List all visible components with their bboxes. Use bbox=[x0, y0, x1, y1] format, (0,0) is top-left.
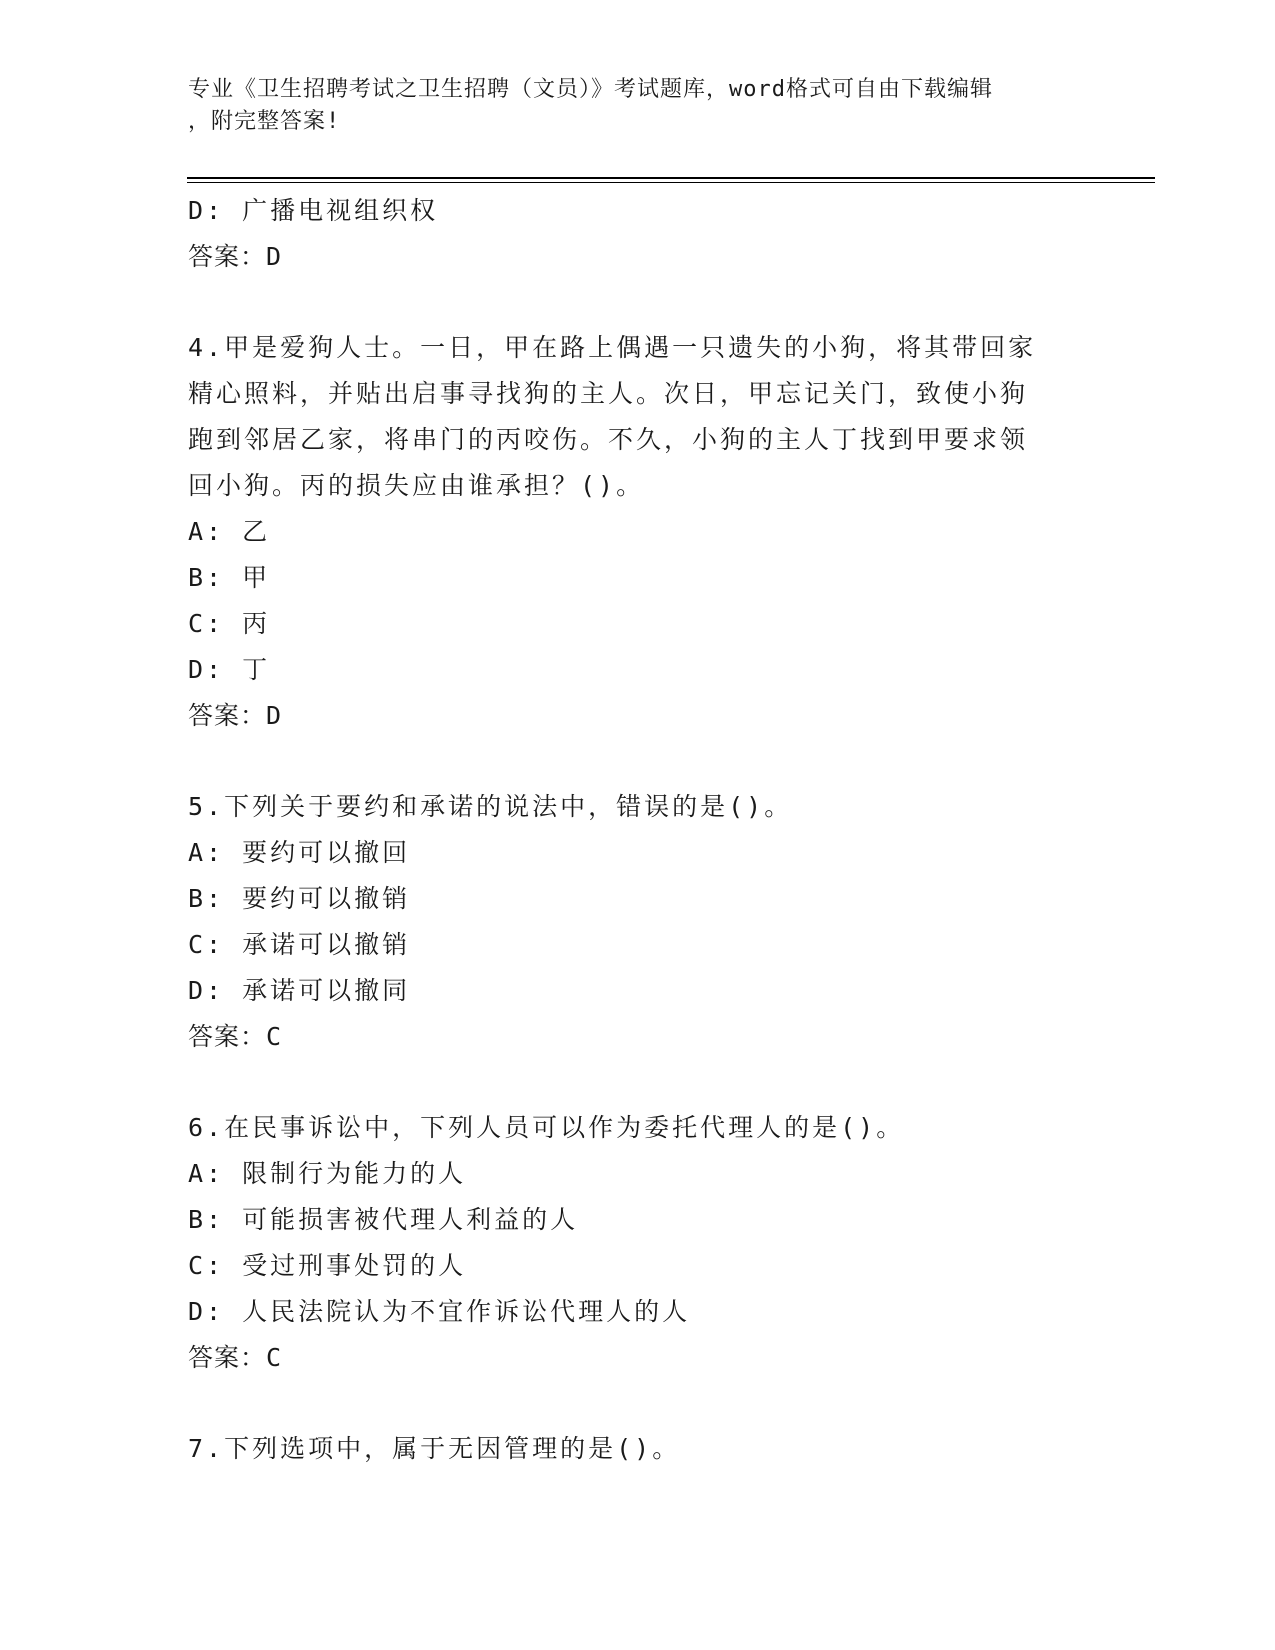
header-divider-thick bbox=[187, 177, 1155, 179]
question-5-stem: 5.下列关于要约和承诺的说法中，错误的是()。 bbox=[188, 792, 793, 821]
question-content bbox=[188, 188, 1068, 1472]
header-divider-thin bbox=[187, 182, 1155, 183]
question-4-stem-line: 精心照料，并贴出启事寻找狗的主人。次日，甲忘记关门，致使小狗 bbox=[188, 379, 1029, 408]
question-5-option-b: B: 要约可以撤销 bbox=[188, 884, 411, 913]
document-header bbox=[188, 74, 1068, 138]
header-line-1: 专业《卫生招聘考试之卫生招聘（文员）》考试题库，word格式可自由下载编辑 bbox=[188, 77, 993, 102]
question-5-option-a: A: 要约可以撤回 bbox=[188, 838, 411, 867]
question-6 bbox=[188, 1105, 1068, 1381]
question-6-stem: 6.在民事诉讼中，下列人员可以作为委托代理人的是()。 bbox=[188, 1113, 905, 1142]
question-4-option-d: D: 丁 bbox=[188, 655, 271, 684]
question-5 bbox=[188, 784, 1068, 1060]
question-4-stem-line: 回小狗。丙的损失应由谁承担？()。 bbox=[188, 471, 645, 500]
question-4-answer: 答案：D bbox=[188, 701, 283, 730]
question-4-option-a: A: 乙 bbox=[188, 517, 271, 546]
question-4 bbox=[188, 325, 1068, 739]
question-6-option-d: D: 人民法院认为不宜作诉讼代理人的人 bbox=[188, 1297, 691, 1326]
question-5-option-d: D: 承诺可以撤同 bbox=[188, 976, 411, 1005]
question-5-answer: 答案：C bbox=[188, 1022, 283, 1051]
prev-answer: 答案：D bbox=[188, 242, 283, 271]
question-4-option-c: C: 丙 bbox=[188, 609, 271, 638]
question-6-option-a: A: 限制行为能力的人 bbox=[188, 1159, 467, 1188]
question-5-option-c: C: 承诺可以撤销 bbox=[188, 930, 411, 959]
question-4-stem-line: 跑到邻居乙家，将串门的丙咬伤。不久，小狗的主人丁找到甲要求领 bbox=[188, 425, 1029, 454]
question-6-option-b: B: 可能损害被代理人利益的人 bbox=[188, 1205, 579, 1234]
question-4-option-b: B: 甲 bbox=[188, 563, 271, 592]
prev-option-d: D: 广播电视组织权 bbox=[188, 196, 439, 225]
question-7-stem: 7.下列选项中，属于无因管理的是()。 bbox=[188, 1434, 681, 1463]
header-line-2: ，附完整答案! bbox=[188, 109, 341, 134]
question-6-answer: 答案：C bbox=[188, 1343, 283, 1372]
question-7 bbox=[188, 1426, 1068, 1472]
question-4-stem-line: 4.甲是爱狗人士。一日，甲在路上偶遇一只遗失的小狗，将其带回家 bbox=[188, 333, 1037, 362]
question-6-option-c: C: 受过刑事处罚的人 bbox=[188, 1251, 467, 1280]
